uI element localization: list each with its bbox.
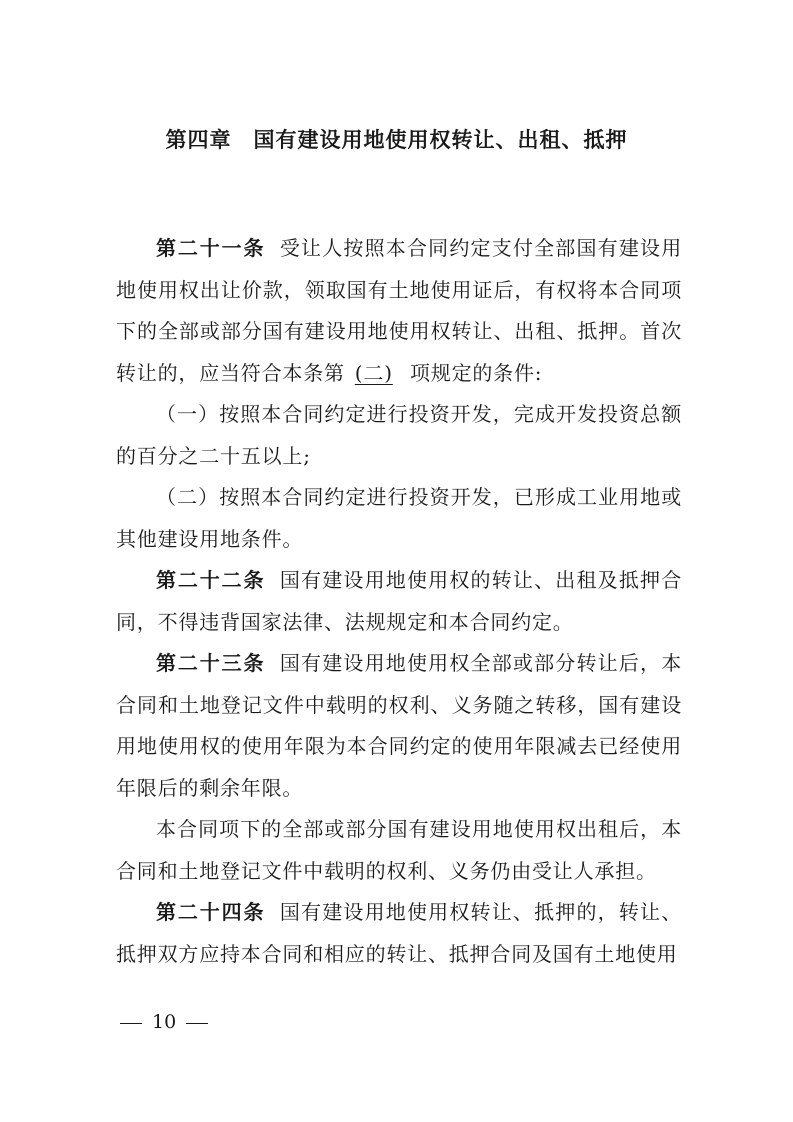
page-number-footer xyxy=(110,1008,218,1036)
chapter-number: 第四章 xyxy=(165,128,232,152)
article-21-text-after: 项规定的条件: xyxy=(409,360,543,385)
article-22-text: 国有建设用地使用权的转让、出租及抵押合同，不得违背国家法律、法规规定和本合同约定。 xyxy=(116,568,682,634)
article-21-blank-field: (二) xyxy=(354,360,393,385)
article-23-label: 第二十三条 xyxy=(156,651,266,675)
chapter-heading xyxy=(0,124,793,156)
document-body xyxy=(116,228,682,975)
article-21-item-2: （二）按照本合同约定进行投资开发，已形成工业用地或其他建设用地条件。 xyxy=(116,485,682,551)
article-21-item-1: （一）按照本合同约定进行投资开发，完成开发投资总额的百分之二十五以上; xyxy=(116,402,682,468)
article-21-label: 第二十一条 xyxy=(156,236,266,260)
right-dash xyxy=(186,1023,208,1024)
article-22-label: 第二十二条 xyxy=(156,568,266,592)
article-23-paragraph-2: 本合同项下的全部或部分国有建设用地使用权出租后，本合同和土地登记文件中载明的权利、义务仍由受让人承担。 xyxy=(116,817,682,883)
left-dash xyxy=(120,1023,142,1024)
article-21-paragraph xyxy=(116,228,682,394)
article-24-text: 国有建设用地使用权转让、抵押的，转让、抵押双方应持本合同和相应的转让、抵押合同及国有土地使用 xyxy=(116,900,682,966)
article-23-text: 国有建设用地使用权全部或部分转让后，本合同和土地登记文件中载明的权利、义务随之转移，国有建设用地使用权的使用年限为本合同约定的使用年限减去已经使用年限后的剩余年限。 xyxy=(116,651,682,800)
article-24-label: 第二十四条 xyxy=(156,900,266,924)
article-23-paragraph xyxy=(116,643,682,809)
chapter-title-text: 国有建设用地使用权转让、出租、抵押 xyxy=(253,128,628,152)
page-number: 10 xyxy=(152,1011,177,1033)
article-21-text: 受让人按照本合同约定支付全部国有建设用地使用权出让价款，领取国有土地使用证后，有权将本合同项下的全部或部分国有建设用地使用权转让、出租、抵押。首次转让的，应当符合本条第 xyxy=(116,236,682,385)
article-24-paragraph xyxy=(116,892,682,975)
article-22-paragraph xyxy=(116,560,682,643)
